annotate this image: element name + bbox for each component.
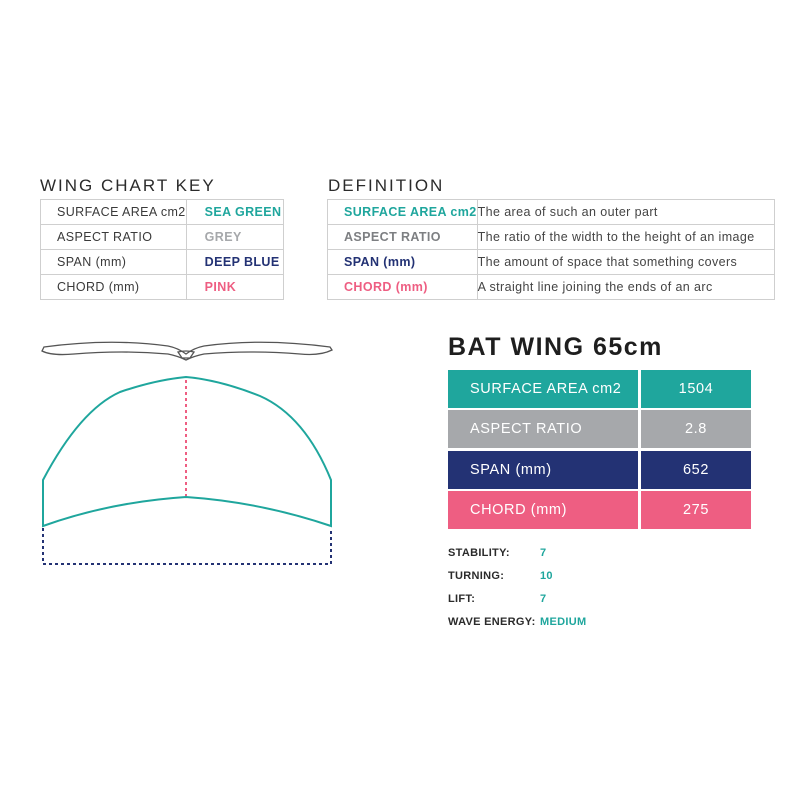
rating-value: 7 xyxy=(540,547,547,559)
rating-value: 10 xyxy=(540,570,553,582)
wing-chart-key-table xyxy=(40,199,284,300)
key-label: SPAN (mm) xyxy=(41,250,187,275)
definition-text: The amount of space that something covers xyxy=(477,250,774,275)
rating-label: TURNING: xyxy=(448,570,505,582)
definition-row-aspect-ratio xyxy=(328,225,775,250)
key-row-aspect-ratio xyxy=(41,225,284,250)
key-color-name: DEEP BLUE xyxy=(186,250,283,275)
spec-value: 275 xyxy=(641,491,751,529)
key-color-name: PINK xyxy=(186,275,283,300)
spec-label: SPAN (mm) xyxy=(448,451,638,489)
key-label: ASPECT RATIO xyxy=(41,225,187,250)
key-row-chord xyxy=(41,275,284,300)
spec-label: CHORD (mm) xyxy=(448,491,638,529)
spec-value: 2.8 xyxy=(641,410,751,448)
definition-row-surface-area xyxy=(328,200,775,225)
rating-value: 7 xyxy=(540,593,547,605)
definition-term: SURFACE AREA cm2 xyxy=(328,200,478,225)
rating-turning xyxy=(448,570,553,582)
key-row-surface-area xyxy=(41,200,284,225)
key-color-name: GREY xyxy=(186,225,283,250)
rating-value: MEDIUM xyxy=(540,616,587,628)
definition-text: A straight line joining the ends of an arc xyxy=(477,275,774,300)
wing-front-profile xyxy=(42,342,332,360)
key-color-name: SEA GREEN xyxy=(186,200,283,225)
rating-lift xyxy=(448,593,547,605)
wing-chart-key-title: WING CHART KEY xyxy=(40,176,216,195)
definition-table xyxy=(327,199,775,300)
rating-wave-energy xyxy=(448,616,587,628)
rating-label: LIFT: xyxy=(448,593,476,605)
definition-text: The area of such an outer part xyxy=(477,200,774,225)
key-row-span xyxy=(41,250,284,275)
spec-value: 652 xyxy=(641,451,751,489)
spec-value: 1504 xyxy=(641,370,751,408)
definition-row-chord xyxy=(328,275,775,300)
wing-diagram xyxy=(0,320,400,580)
span-indicator xyxy=(43,528,331,564)
rating-label: WAVE ENERGY: xyxy=(448,616,536,628)
definition-text: The ratio of the width to the height of an image xyxy=(477,225,774,250)
definition-row-span xyxy=(328,250,775,275)
rating-label: STABILITY: xyxy=(448,547,510,559)
key-label: CHORD (mm) xyxy=(41,275,187,300)
key-label: SURFACE AREA cm2 xyxy=(41,200,187,225)
rating-stability xyxy=(448,547,547,559)
product-title: BAT WING 65cm xyxy=(448,333,663,361)
definition-term: SPAN (mm) xyxy=(328,250,478,275)
definition-title: DEFINITION xyxy=(328,176,445,195)
definition-term: ASPECT RATIO xyxy=(328,225,478,250)
definition-term: CHORD (mm) xyxy=(328,275,478,300)
spec-label: SURFACE AREA cm2 xyxy=(448,370,638,408)
spec-label: ASPECT RATIO xyxy=(448,410,638,448)
